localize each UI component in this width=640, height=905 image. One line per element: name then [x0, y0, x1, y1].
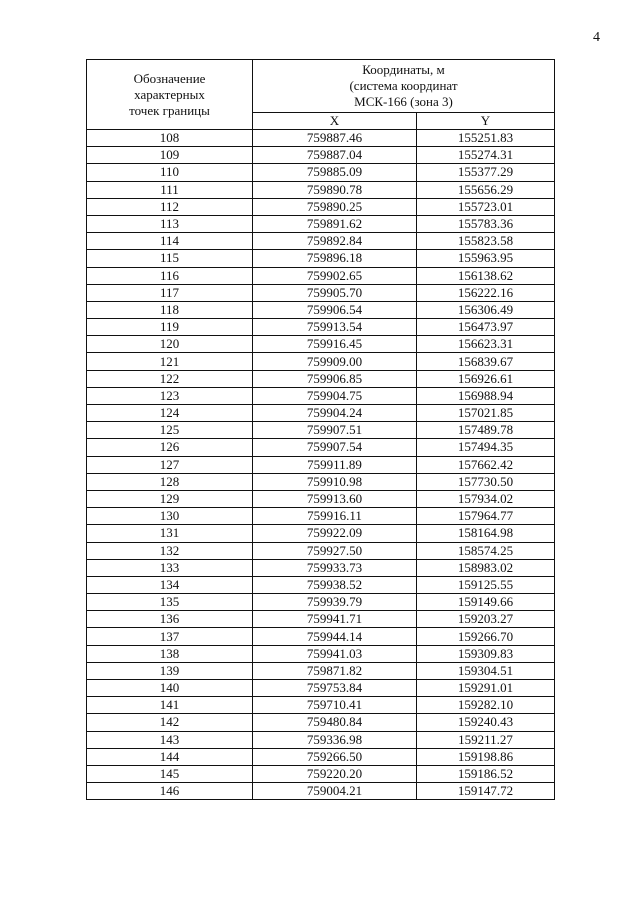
y-coordinate-cell: 155377.29 [417, 164, 555, 181]
coordinates-table [86, 59, 555, 800]
x-coordinate-cell: 759885.09 [253, 164, 417, 181]
y-coordinate-cell: 157494.35 [417, 439, 555, 456]
x-coordinate-cell: 759220.20 [253, 765, 417, 782]
x-coordinate-cell: 759892.84 [253, 233, 417, 250]
point-number-cell: 141 [87, 697, 253, 714]
table-row [87, 456, 555, 473]
x-coordinate-cell: 759941.71 [253, 611, 417, 628]
table-header [87, 60, 555, 130]
x-coordinate-cell: 759916.45 [253, 336, 417, 353]
point-number-cell: 118 [87, 301, 253, 318]
table-row [87, 336, 555, 353]
y-coordinate-cell: 156623.31 [417, 336, 555, 353]
x-coordinate-cell: 759922.09 [253, 525, 417, 542]
y-coordinate-cell: 159211.27 [417, 731, 555, 748]
table-row [87, 284, 555, 301]
table-row [87, 301, 555, 318]
x-coordinate-cell: 759910.98 [253, 473, 417, 490]
point-number-cell: 116 [87, 267, 253, 284]
point-number-cell: 108 [87, 130, 253, 147]
point-number-cell: 136 [87, 611, 253, 628]
x-coordinate-cell: 759871.82 [253, 662, 417, 679]
x-coordinate-cell: 759907.54 [253, 439, 417, 456]
table-row [87, 370, 555, 387]
table-row [87, 353, 555, 370]
y-coordinate-cell: 159186.52 [417, 765, 555, 782]
x-coordinate-cell: 759916.11 [253, 508, 417, 525]
y-coordinate-cell: 158983.02 [417, 559, 555, 576]
point-number-cell: 122 [87, 370, 253, 387]
x-coordinate-cell: 759904.24 [253, 405, 417, 422]
y-coordinate-cell: 159291.01 [417, 680, 555, 697]
point-number-cell: 110 [87, 164, 253, 181]
x-coordinate-cell: 759927.50 [253, 542, 417, 559]
point-number-cell: 144 [87, 748, 253, 765]
table-row [87, 714, 555, 731]
table-row [87, 748, 555, 765]
x-coordinate-cell: 759891.62 [253, 215, 417, 232]
point-number-cell: 126 [87, 439, 253, 456]
table-row [87, 387, 555, 404]
y-coordinate-cell: 156926.61 [417, 370, 555, 387]
point-header-line-1: Обозначение [133, 70, 206, 86]
table-row [87, 662, 555, 679]
table-row [87, 680, 555, 697]
point-number-cell: 129 [87, 490, 253, 507]
table-row [87, 250, 555, 267]
point-number-cell: 138 [87, 645, 253, 662]
y-coordinate-cell: 156306.49 [417, 301, 555, 318]
point-number-cell: 115 [87, 250, 253, 267]
table-row [87, 542, 555, 559]
y-coordinate-cell: 159149.66 [417, 594, 555, 611]
point-header-line-3: точек границы [129, 102, 210, 118]
x-coordinate-cell: 759941.03 [253, 645, 417, 662]
point-number-cell: 140 [87, 680, 253, 697]
coordinates-header [253, 60, 555, 113]
table-row [87, 267, 555, 284]
point-number-cell: 132 [87, 542, 253, 559]
point-number-cell: 109 [87, 147, 253, 164]
point-number-cell: 131 [87, 525, 253, 542]
table-row [87, 594, 555, 611]
point-number-cell: 121 [87, 353, 253, 370]
table-row [87, 198, 555, 215]
y-coordinate-cell: 157934.02 [417, 490, 555, 507]
y-coordinate-cell: 157964.77 [417, 508, 555, 525]
table-body [87, 130, 555, 800]
table-row [87, 422, 555, 439]
point-number-cell: 145 [87, 765, 253, 782]
y-coordinate-cell: 158164.98 [417, 525, 555, 542]
table-row [87, 628, 555, 645]
table-row [87, 559, 555, 576]
table-row [87, 147, 555, 164]
point-number-cell: 125 [87, 422, 253, 439]
y-coordinate-cell: 155274.31 [417, 147, 555, 164]
table-row [87, 164, 555, 181]
x-coordinate-cell: 759266.50 [253, 748, 417, 765]
x-coordinate-cell: 759944.14 [253, 628, 417, 645]
point-number-cell: 120 [87, 336, 253, 353]
table-row [87, 731, 555, 748]
x-coordinate-cell: 759909.00 [253, 353, 417, 370]
point-number-cell: 137 [87, 628, 253, 645]
point-number-cell: 119 [87, 319, 253, 336]
table-row [87, 181, 555, 198]
point-number-cell: 139 [87, 662, 253, 679]
y-coordinate-cell: 156988.94 [417, 387, 555, 404]
x-coordinate-cell: 759480.84 [253, 714, 417, 731]
y-coordinate-cell: 157021.85 [417, 405, 555, 422]
x-coordinate-cell: 759896.18 [253, 250, 417, 267]
y-coordinate-cell: 157489.78 [417, 422, 555, 439]
point-number-cell: 117 [87, 284, 253, 301]
x-coordinate-cell: 759890.78 [253, 181, 417, 198]
x-coordinate-cell: 759710.41 [253, 697, 417, 714]
x-coordinate-cell: 759004.21 [253, 783, 417, 800]
table-row [87, 215, 555, 232]
coords-header-line-1: Координаты, м [362, 62, 445, 77]
point-number-cell: 111 [87, 181, 253, 198]
coords-header-line-3: МСК-166 (зона 3) [354, 94, 453, 109]
coords-header-line-2: (система координат [349, 78, 458, 93]
y-coordinate-cell: 156473.97 [417, 319, 555, 336]
table-row [87, 576, 555, 593]
x-coordinate-cell: 759336.98 [253, 731, 417, 748]
x-coordinate-cell: 759890.25 [253, 198, 417, 215]
table-row [87, 645, 555, 662]
point-number-cell: 130 [87, 508, 253, 525]
x-coordinate-cell: 759887.46 [253, 130, 417, 147]
page-number: 4 [593, 30, 600, 45]
point-number-cell: 134 [87, 576, 253, 593]
y-coordinate-cell: 158574.25 [417, 542, 555, 559]
table-row [87, 508, 555, 525]
point-number-cell: 146 [87, 783, 253, 800]
x-coordinate-cell: 759887.04 [253, 147, 417, 164]
x-coordinate-cell: 759913.54 [253, 319, 417, 336]
point-number-cell: 128 [87, 473, 253, 490]
y-coordinate-cell: 159309.83 [417, 645, 555, 662]
point-header-line-2: характерных [134, 86, 205, 102]
table-row [87, 490, 555, 507]
x-coordinate-cell: 759902.65 [253, 267, 417, 284]
y-coordinate-cell: 159266.70 [417, 628, 555, 645]
x-column-header: X [253, 113, 417, 130]
point-number-cell: 127 [87, 456, 253, 473]
y-coordinate-cell: 156839.67 [417, 353, 555, 370]
point-number-cell: 112 [87, 198, 253, 215]
x-coordinate-cell: 759911.89 [253, 456, 417, 473]
table-row [87, 697, 555, 714]
point-number-cell: 123 [87, 387, 253, 404]
y-coordinate-cell: 159282.10 [417, 697, 555, 714]
x-coordinate-cell: 759753.84 [253, 680, 417, 697]
x-coordinate-cell: 759906.85 [253, 370, 417, 387]
x-coordinate-cell: 759933.73 [253, 559, 417, 576]
x-coordinate-cell: 759939.79 [253, 594, 417, 611]
point-number-cell: 124 [87, 405, 253, 422]
y-coordinate-cell: 155251.83 [417, 130, 555, 147]
x-coordinate-cell: 759938.52 [253, 576, 417, 593]
table-row [87, 233, 555, 250]
table-row [87, 439, 555, 456]
x-coordinate-cell: 759904.75 [253, 387, 417, 404]
table-row [87, 405, 555, 422]
point-number-cell: 113 [87, 215, 253, 232]
y-coordinate-cell: 156138.62 [417, 267, 555, 284]
point-number-cell: 114 [87, 233, 253, 250]
point-number-cell: 142 [87, 714, 253, 731]
x-coordinate-cell: 759913.60 [253, 490, 417, 507]
y-coordinate-cell: 159147.72 [417, 783, 555, 800]
point-number-cell: 143 [87, 731, 253, 748]
point-designation-header [87, 60, 253, 130]
point-number-cell: 135 [87, 594, 253, 611]
y-column-header: Y [417, 113, 555, 130]
table-row [87, 611, 555, 628]
y-coordinate-cell: 159240.43 [417, 714, 555, 731]
x-coordinate-cell: 759907.51 [253, 422, 417, 439]
y-coordinate-cell: 157730.50 [417, 473, 555, 490]
y-coordinate-cell: 157662.42 [417, 456, 555, 473]
y-coordinate-cell: 155963.95 [417, 250, 555, 267]
point-number-cell: 133 [87, 559, 253, 576]
y-coordinate-cell: 155656.29 [417, 181, 555, 198]
y-coordinate-cell: 159203.27 [417, 611, 555, 628]
y-coordinate-cell: 155723.01 [417, 198, 555, 215]
y-coordinate-cell: 159125.55 [417, 576, 555, 593]
y-coordinate-cell: 155823.58 [417, 233, 555, 250]
table-row [87, 525, 555, 542]
table-row [87, 783, 555, 800]
y-coordinate-cell: 156222.16 [417, 284, 555, 301]
y-coordinate-cell: 159304.51 [417, 662, 555, 679]
x-coordinate-cell: 759906.54 [253, 301, 417, 318]
y-coordinate-cell: 155783.36 [417, 215, 555, 232]
y-coordinate-cell: 159198.86 [417, 748, 555, 765]
table-row [87, 765, 555, 782]
table-row [87, 130, 555, 147]
table-row [87, 473, 555, 490]
table-row [87, 319, 555, 336]
x-coordinate-cell: 759905.70 [253, 284, 417, 301]
